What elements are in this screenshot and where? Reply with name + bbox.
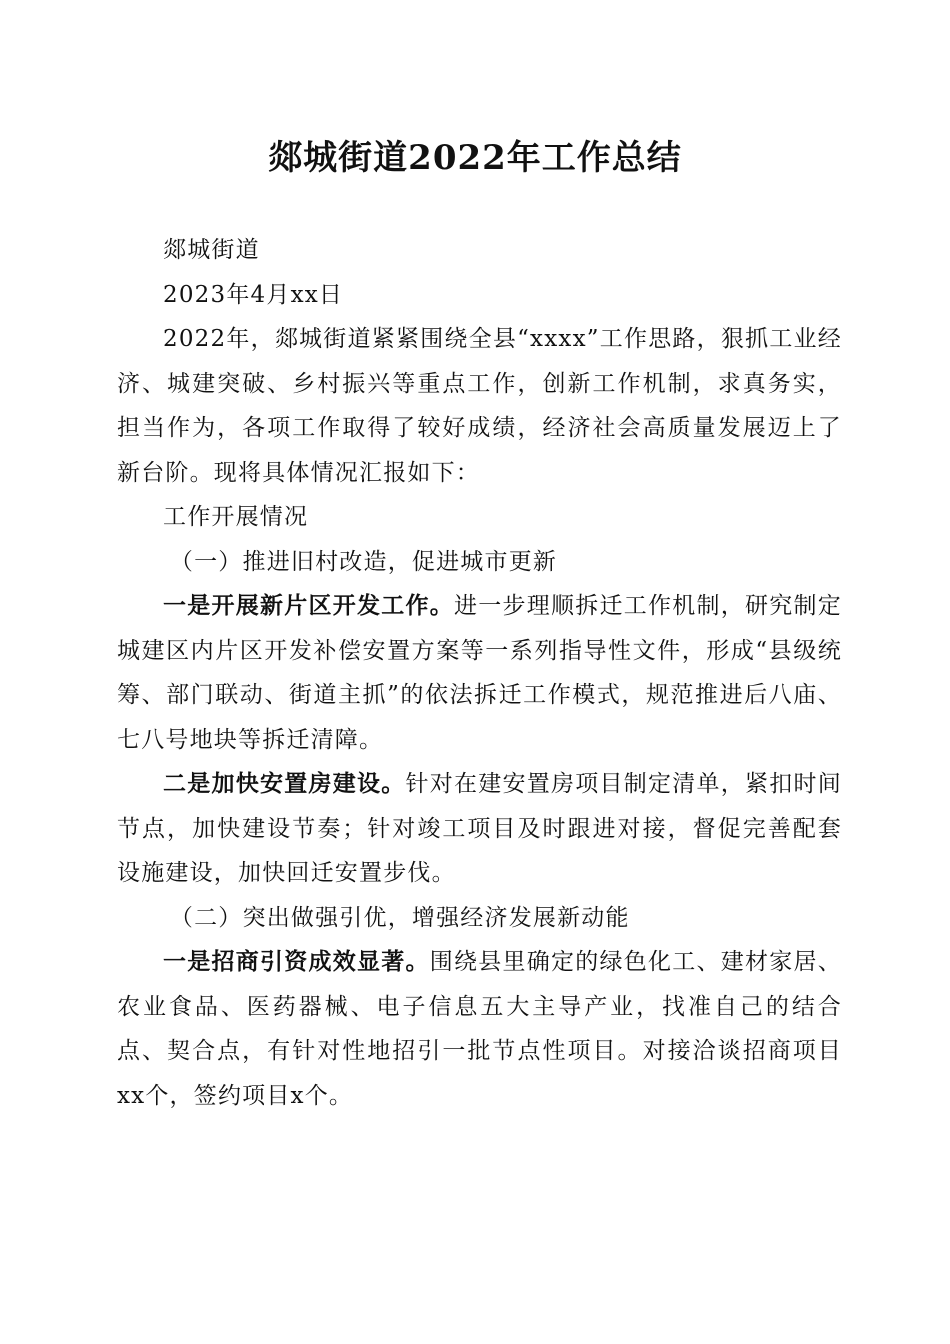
subsection-heading-1: （一）推进旧村改造，促进城市更新 [169,548,558,575]
paragraph-lead: 二是加快安置房建设。 [163,770,406,797]
paragraph-lead: 一是招商引资成效显著。 [163,948,430,975]
paragraph-text: 进一步理顺拆迁工作机制，研究制定城建区内片区开发补偿安置方案等一系列指导性文件，形成“县级统筹、部门联动、街道主抓”的依法拆迁工作模式，规范推进后八庙、七八号地块等拆迁清障。 [117,593,843,753]
date-line: 2023年4月xx日 [163,281,344,308]
paragraph-text: 针对在建安置房项目制定清单，紧扣时间节点，加快建设节奏；针对竣工项目及时跟进对接，督促完善配套设施建设，加快回迁安置步伐。 [117,771,842,886]
paragraph-1-1 [117,584,842,762]
document-title: 郯城街道2022年工作总结 [268,138,682,178]
paragraph-1-2 [117,762,842,896]
paragraph-lead: 一是开展新片区开发工作。 [163,592,455,619]
section-heading: 工作开展情况 [163,504,309,530]
intro-paragraph: 2022年，郯城街道紧紧围绕全县“xxxx”工作思路，狠抓工业经济、城建突破、乡村振兴等重点工作，创新工作机制，求真务实，担当作为，各项工作取得了较好成绩，经济社会高质量发展迈上了新台阶。现将具体情况汇报如下： [117,326,842,486]
subsection-heading-2: （二）突出做强引优，增强经济发展新动能 [169,904,630,931]
author-line: 郯城街道 [163,237,260,263]
paragraph-text: 围绕县里确定的绿色化工、建材家居、农业食品、医药器械、电子信息五大主导产业，找准自己的结合点、契合点，有针对性地招引一批节点性项目。对接洽谈招商项目xx个，签约项目x个。 [117,949,843,1109]
paragraph-2-1 [117,940,842,1118]
document-body [117,228,842,1118]
